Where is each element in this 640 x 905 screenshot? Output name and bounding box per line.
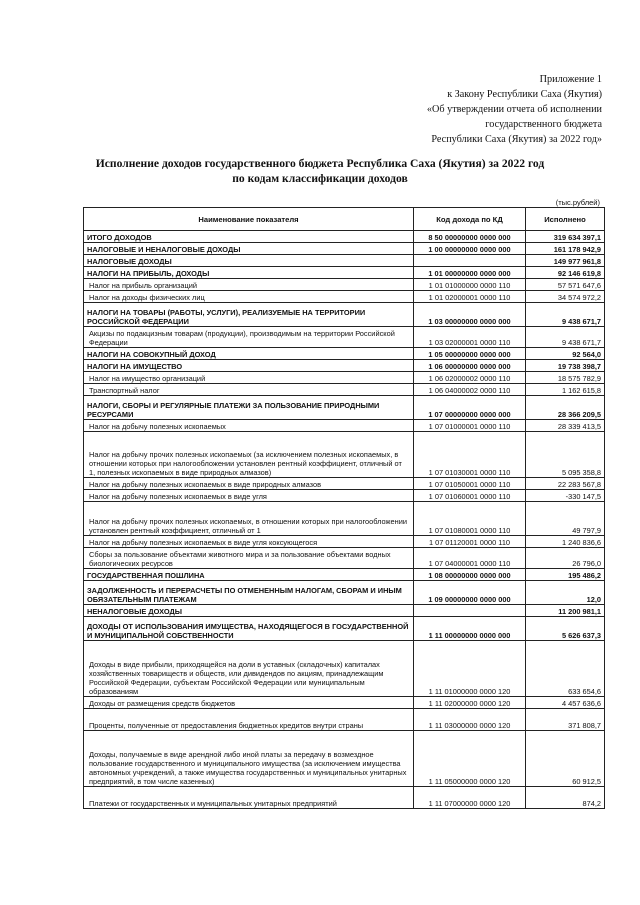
table-row: [84, 502, 605, 536]
row-name: Транспортный налог: [84, 384, 414, 396]
row-value: -330 147,5: [526, 490, 605, 502]
table-row: [84, 617, 605, 641]
row-value: 18 575 782,9: [526, 372, 605, 384]
row-code: 1 06 00000000 0000 000: [414, 360, 526, 372]
appendix-line: Республики Саха (Якутия) за 2022 год»: [431, 134, 602, 145]
row-value: 28 366 209,5: [526, 396, 605, 420]
row-value: 319 634 397,1: [526, 231, 605, 243]
row-code: 1 06 02000002 0000 110: [414, 372, 526, 384]
row-code: 1 01 02000001 0000 110: [414, 291, 526, 303]
title-line-2: по кодам классификации доходов: [232, 172, 408, 185]
row-name: ДОХОДЫ ОТ ИСПОЛЬЗОВАНИЯ ИМУЩЕСТВА, НАХОДЯЩЕГОСЯ В ГОСУДАРСТВЕННОЙ И МУНИЦИПАЛЬНОЙ СОБСТВЕННОСТИ: [84, 617, 414, 641]
units-label: (тыс.рублей): [555, 198, 600, 207]
row-name: НАЛОГИ НА ПРИБЫЛЬ, ДОХОДЫ: [84, 267, 414, 279]
row-value: 5 095 358,8: [526, 432, 605, 478]
row-value: 49 797,9: [526, 502, 605, 536]
row-name: НЕНАЛОГОВЫЕ ДОХОДЫ: [84, 605, 414, 617]
row-value: 11 200 981,1: [526, 605, 605, 617]
table-row: [84, 490, 605, 502]
row-value: 1 240 836,6: [526, 536, 605, 548]
appendix-line: «Об утверждении отчета об исполнении: [426, 104, 602, 115]
row-value: 92 146 619,8: [526, 267, 605, 279]
row-code: 1 11 05000000 0000 120: [414, 731, 526, 787]
table-row: [84, 384, 605, 396]
row-code: [414, 255, 526, 267]
table-body: [84, 231, 605, 809]
row-code: 1 11 03000000 0000 120: [414, 709, 526, 731]
row-name: Проценты, полученные от предоставления бюджетных кредитов внутри страны: [84, 709, 414, 731]
row-value: 34 574 972,2: [526, 291, 605, 303]
table-row: [84, 536, 605, 548]
appendix-line: Приложение 1: [539, 74, 602, 85]
table-row: [84, 396, 605, 420]
row-code: 1 09 00000000 0000 000: [414, 581, 526, 605]
row-name: НАЛОГИ НА ИМУЩЕСТВО: [84, 360, 414, 372]
row-value: 874,2: [526, 787, 605, 809]
row-name: Налог на добычу полезных ископаемых: [84, 420, 414, 432]
row-value: 371 808,7: [526, 709, 605, 731]
row-value: 60 912,5: [526, 731, 605, 787]
row-code: 1 06 04000002 0000 110: [414, 384, 526, 396]
table-row: [84, 569, 605, 581]
table-row: [84, 243, 605, 255]
table-row: [84, 372, 605, 384]
row-code: 1 05 00000000 0000 000: [414, 348, 526, 360]
table-row: [84, 231, 605, 243]
revenue-table: [83, 207, 605, 809]
row-name: Доходы, получаемые в виде арендной либо иной платы за передачу в возмездное пользование государственного и муниципального имущества (за исключением имущества автономных учреждений, а также имущества государственных и муниципальных унитарных предприятий, в том числе казенных): [84, 731, 414, 787]
row-code: 1 11 00000000 0000 000: [414, 617, 526, 641]
row-code: 1 08 00000000 0000 000: [414, 569, 526, 581]
row-code: 1 07 01060001 0000 110: [414, 490, 526, 502]
row-value: 4 457 636,6: [526, 697, 605, 709]
table-row: [84, 303, 605, 327]
row-name: Доходы от размещения средств бюджетов: [84, 697, 414, 709]
row-code: 1 07 01030001 0000 110: [414, 432, 526, 478]
row-code: [414, 605, 526, 617]
appendix-block: [342, 72, 602, 147]
row-code: 1 03 02000001 0000 110: [414, 327, 526, 348]
title-line-1: Исполнение доходов государственного бюджета Республика Саха (Якутия) за 2022 год: [95, 157, 545, 170]
row-name: Налог на доходы физических лиц: [84, 291, 414, 303]
row-name: НАЛОГИ НА ТОВАРЫ (РАБОТЫ, УСЛУГИ), РЕАЛИЗУЕМЫЕ НА ТЕРРИТОРИИ РОССИЙСКОЙ ФЕДЕРАЦИИ: [84, 303, 414, 327]
table-row: [84, 360, 605, 372]
row-name: НАЛОГОВЫЕ ДОХОДЫ: [84, 255, 414, 267]
row-value: 9 438 671,7: [526, 327, 605, 348]
row-name: Акцизы по подакцизным товарам (продукции), производимым на территории Российской Федерации: [84, 327, 414, 348]
row-name: Доходы в виде прибыли, приходящейся на доли в уставных (складочных) капиталах хозяйственных товариществ и обществ, или дивидендов по акциям, принадлежащим Российской Федерации, субъектам Российской Федерации или муниципальным образованиям: [84, 641, 414, 697]
row-value: 19 738 398,7: [526, 360, 605, 372]
table-row: [84, 279, 605, 291]
table-row: [84, 548, 605, 569]
row-code: 1 07 01080001 0000 110: [414, 502, 526, 536]
row-code: 1 00 00000000 0000 000: [414, 243, 526, 255]
table-header-row: [84, 208, 605, 231]
row-value: 1 162 615,8: [526, 384, 605, 396]
table-row: [84, 267, 605, 279]
row-code: 1 07 01050001 0000 110: [414, 478, 526, 490]
appendix-line: государственного бюджета: [485, 119, 602, 130]
appendix-line: к Закону Республики Саха (Якутия): [447, 89, 602, 100]
table-row: [84, 641, 605, 697]
row-value: 57 571 647,6: [526, 279, 605, 291]
row-name: Налог на добычу прочих полезных ископаемых, в отношении которых при налогообложении установлен рентный коэффициент, отличный от 1: [84, 502, 414, 536]
row-code: 8 50 00000000 0000 000: [414, 231, 526, 243]
row-name: НАЛОГИ, СБОРЫ И РЕГУЛЯРНЫЕ ПЛАТЕЖИ ЗА ПОЛЬЗОВАНИЕ ПРИРОДНЫМИ РЕСУРСАМИ: [84, 396, 414, 420]
row-value: 26 796,0: [526, 548, 605, 569]
table-row: [84, 605, 605, 617]
row-name: ГОСУДАРСТВЕННАЯ ПОШЛИНА: [84, 569, 414, 581]
row-value: 161 178 942,9: [526, 243, 605, 255]
row-code: 1 01 00000000 0000 000: [414, 267, 526, 279]
row-name: Налог на добычу полезных ископаемых в виде угля: [84, 490, 414, 502]
table-row: [84, 255, 605, 267]
row-value: 28 339 413,5: [526, 420, 605, 432]
row-code: 1 01 01000000 0000 110: [414, 279, 526, 291]
table-row: [84, 327, 605, 348]
table-row: [84, 291, 605, 303]
table-row: [84, 581, 605, 605]
row-name: НАЛОГОВЫЕ И НЕНАЛОГОВЫЕ ДОХОДЫ: [84, 243, 414, 255]
row-name: Налог на добычу полезных ископаемых в виде угля коксующегося: [84, 536, 414, 548]
table-row: [84, 348, 605, 360]
row-code: 1 11 02000000 0000 120: [414, 697, 526, 709]
row-value: 149 977 961,8: [526, 255, 605, 267]
row-code: 1 07 04000001 0000 110: [414, 548, 526, 569]
row-value: 633 654,6: [526, 641, 605, 697]
row-code: 1 11 07000000 0000 120: [414, 787, 526, 809]
row-code: 1 07 00000000 0000 000: [414, 396, 526, 420]
row-name: Налог на добычу прочих полезных ископаемых (за исключением полезных ископаемых, в отношении которых при налогообложении установлен рентный коэффициент, отличный от 1, полезных ископаемых в виде природных алмазов): [84, 432, 414, 478]
row-code: 1 03 00000000 0000 000: [414, 303, 526, 327]
row-name: Платежи от государственных и муниципальных унитарных предприятий: [84, 787, 414, 809]
row-name: Налог на прибыль организаций: [84, 279, 414, 291]
row-name: ЗАДОЛЖЕННОСТЬ И ПЕРЕРАСЧЕТЫ ПО ОТМЕНЕННЫМ НАЛОГАМ, СБОРАМ И ИНЫМ ОБЯЗАТЕЛЬНЫМ ПЛАТЕЖАМ: [84, 581, 414, 605]
row-name: Налог на имущество организаций: [84, 372, 414, 384]
row-name: НАЛОГИ НА СОВОКУПНЫЙ ДОХОД: [84, 348, 414, 360]
row-value: 195 486,2: [526, 569, 605, 581]
row-name: ИТОГО ДОХОДОВ: [84, 231, 414, 243]
row-value: 5 626 637,3: [526, 617, 605, 641]
row-value: 12,0: [526, 581, 605, 605]
document-title: [60, 156, 580, 186]
row-code: 1 07 01120001 0000 110: [414, 536, 526, 548]
table-row: [84, 697, 605, 709]
row-value: 22 283 567,8: [526, 478, 605, 490]
row-value: 9 438 671,7: [526, 303, 605, 327]
header-value: Исполнено: [526, 208, 605, 231]
table-row: [84, 432, 605, 478]
header-name: Наименование показателя: [84, 208, 414, 231]
row-name: Налог на добычу полезных ископаемых в виде природных алмазов: [84, 478, 414, 490]
table-row: [84, 478, 605, 490]
table-row: [84, 420, 605, 432]
header-code: Код дохода по КД: [414, 208, 526, 231]
row-code: 1 07 01000001 0000 110: [414, 420, 526, 432]
table-row: [84, 731, 605, 787]
table-row: [84, 787, 605, 809]
table-row: [84, 709, 605, 731]
row-name: Сборы за пользование объектами животного мира и за пользование объектами водных биологических ресурсов: [84, 548, 414, 569]
row-value: 92 564,0: [526, 348, 605, 360]
row-code: 1 11 01000000 0000 120: [414, 641, 526, 697]
